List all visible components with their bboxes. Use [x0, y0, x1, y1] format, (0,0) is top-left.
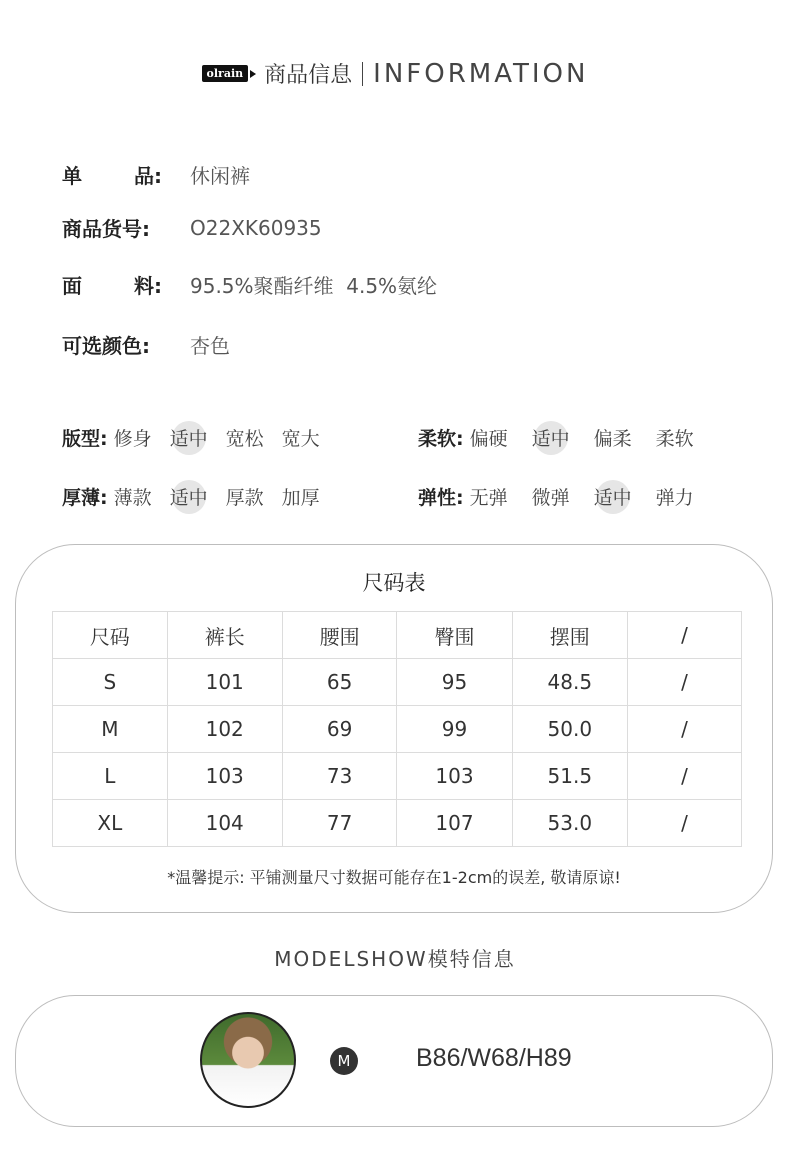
table-cell: 104	[167, 800, 282, 847]
attr-soft-option: 偏柔	[593, 428, 632, 450]
table-header-cell: /	[627, 612, 741, 659]
header-divider	[362, 62, 363, 86]
product-code-label: 商品货号:	[62, 217, 150, 241]
table-cell: XL	[53, 800, 168, 847]
table-cell: 69	[282, 706, 397, 753]
attr-soft-option-selected: 适中	[530, 424, 572, 451]
table-cell: 53.0	[512, 800, 627, 847]
attr-elastic-row	[418, 483, 710, 510]
product-color-row	[62, 330, 230, 359]
brand-logo-text: olrain	[202, 65, 249, 82]
product-item-row	[62, 160, 250, 189]
table-cell: M	[53, 706, 168, 753]
attr-thickness-option: 加厚	[281, 487, 320, 509]
size-chart-panel	[15, 544, 773, 913]
table-cell: /	[627, 753, 741, 800]
attr-elastic-label: 弹性:	[418, 487, 464, 509]
model-section-title: MODELSHOW模特信息	[274, 947, 516, 971]
table-cell: 103	[167, 753, 282, 800]
attr-soft-option: 柔软	[655, 428, 694, 450]
logo-arrow-icon	[250, 70, 256, 78]
attr-soft-option: 偏硬	[469, 428, 508, 450]
attr-elastic-option-selected: 适中	[592, 483, 634, 510]
attr-thickness-option: 薄款	[113, 487, 152, 509]
model-info-panel	[15, 995, 773, 1127]
table-cell: /	[627, 706, 741, 753]
table-row	[53, 800, 742, 847]
attr-fit-option-selected: 适中	[168, 424, 210, 451]
product-fabric-row	[62, 270, 437, 299]
model-size-badge: M	[330, 1047, 358, 1075]
table-header-cell: 裤长	[167, 612, 282, 659]
attr-elastic-option: 微弹	[531, 487, 570, 509]
table-cell: 65	[282, 659, 397, 706]
attr-fit-option: 修身	[113, 428, 152, 450]
product-code-value: O22XK60935	[190, 215, 322, 240]
product-item-value: 休闲裤	[190, 164, 250, 188]
model-measurements: B86/W68/H89	[416, 1044, 572, 1072]
product-item-label: 单 品:	[62, 164, 162, 188]
table-cell: L	[53, 753, 168, 800]
table-cell: 103	[397, 753, 512, 800]
attr-elastic-option: 弹力	[655, 487, 694, 509]
header-title-en: INFORMATION	[373, 58, 589, 89]
brand-logo	[202, 65, 257, 82]
table-cell: 107	[397, 800, 512, 847]
table-cell: 73	[282, 753, 397, 800]
table-header-cell: 尺码	[53, 612, 168, 659]
model-avatar	[200, 1012, 296, 1108]
size-chart-title: 尺码表	[362, 571, 426, 595]
attr-soft-label: 柔软:	[418, 428, 464, 450]
table-cell: 77	[282, 800, 397, 847]
table-cell: 102	[167, 706, 282, 753]
table-cell: 95	[397, 659, 512, 706]
table-header-cell: 摆围	[512, 612, 627, 659]
table-cell: /	[627, 800, 741, 847]
table-cell: S	[53, 659, 168, 706]
product-code-row	[62, 213, 322, 242]
product-color-label: 可选颜色:	[62, 334, 150, 358]
section-header	[0, 58, 790, 89]
product-fabric-label: 面 料:	[62, 274, 162, 298]
attr-elastic-option: 无弹	[469, 487, 508, 509]
header-title-cn: 商品信息	[264, 63, 353, 88]
product-color-value: 杏色	[190, 334, 230, 358]
attr-thickness-option: 厚款	[225, 487, 264, 509]
table-header-cell: 腰围	[282, 612, 397, 659]
attr-fit-label: 版型:	[62, 428, 108, 450]
table-cell: 50.0	[512, 706, 627, 753]
attr-fit-option: 宽松	[225, 428, 264, 450]
table-cell: 51.5	[512, 753, 627, 800]
table-row	[53, 659, 742, 706]
table-cell: 48.5	[512, 659, 627, 706]
attr-thickness-label: 厚薄:	[62, 487, 108, 509]
attr-thickness-row	[62, 483, 336, 510]
attr-thickness-option-selected: 适中	[168, 483, 210, 510]
table-cell: /	[627, 659, 741, 706]
table-row	[53, 753, 742, 800]
attr-fit-option: 宽大	[281, 428, 320, 450]
size-table	[52, 611, 742, 847]
table-row	[53, 706, 742, 753]
table-cell: 99	[397, 706, 512, 753]
product-fabric-value: 95.5%聚酯纤维 4.5%氨纶	[190, 274, 438, 298]
table-header-cell: 臀围	[397, 612, 512, 659]
measurement-tip: *温馨提示: 平铺测量尺寸数据可能存在1-2cm的误差, 敬请原谅!	[167, 868, 621, 887]
table-header-row	[53, 612, 742, 659]
table-cell: 101	[167, 659, 282, 706]
attr-fit-row	[62, 424, 336, 451]
attr-soft-row	[418, 424, 710, 451]
